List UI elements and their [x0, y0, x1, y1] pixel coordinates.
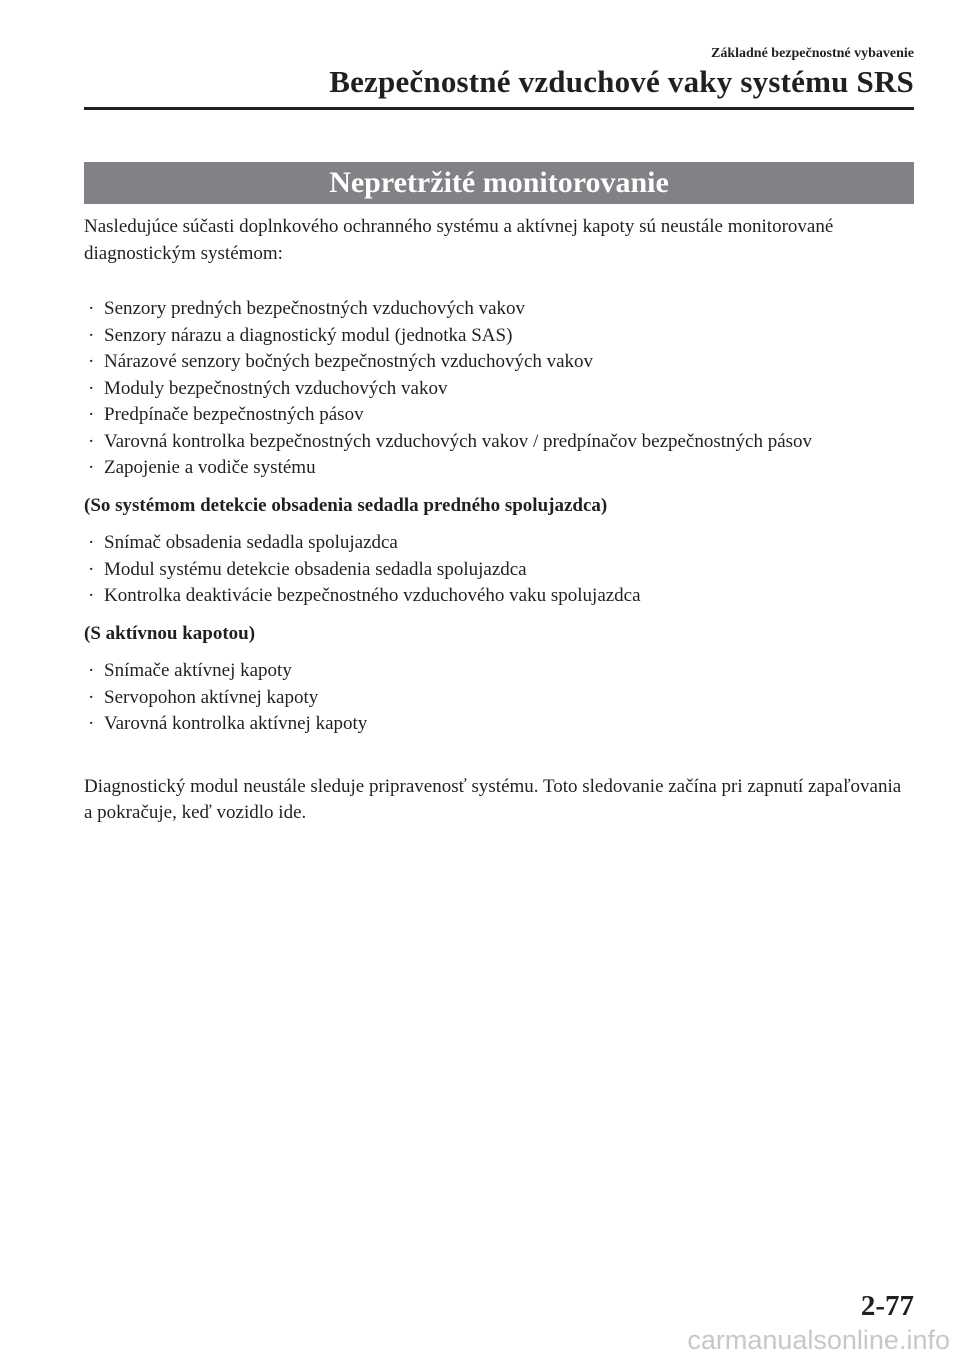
list-item: · Snímače aktívnej kapoty	[84, 658, 914, 685]
page-number: 2-77	[860, 1290, 914, 1322]
page-title: Bezpečnostné vzduchové vaky systému SRS	[329, 64, 914, 99]
passenger-detection-list	[84, 530, 914, 610]
outro-paragraph: Diagnostický modul neustále sleduje pripravenosť systému. Toto sledovanie začína pri zapnutí zapaľovania a pokračuje, keď vozidlo ide.	[84, 775, 902, 823]
list-item: · Varovná kontrolka bezpečnostných vzduchových vakov / predpínačov bezpečnostných pásov	[84, 429, 914, 456]
section-heading	[84, 162, 914, 204]
bullet-icon: ·	[88, 324, 95, 346]
bullet-icon: ·	[88, 298, 95, 319]
intro-paragraph: Nasledujúce súčasti doplnkového ochranného systému a aktívnej kapoty sú neustále monitorované diagnostickým systémom:	[84, 216, 834, 264]
list-item: · Modul systému detekcie obsadenia sedadla spolujazdca	[84, 557, 914, 584]
list-item: · Servopohon aktívnej kapoty	[84, 685, 914, 712]
bullet-icon: ·	[88, 404, 95, 425]
bullet-icon: ·	[88, 585, 95, 606]
list-item: · Senzory predných bezpečnostných vzduchových vakov	[84, 296, 914, 323]
title-divider	[84, 107, 914, 110]
bullet-icon: ·	[88, 430, 95, 452]
bullet-icon: ·	[88, 686, 95, 708]
list-item: · Zapojenie a vodiče systému	[84, 455, 914, 482]
active-hood-heading: (S aktívnou kapotou)	[84, 622, 256, 644]
page-content	[84, 214, 914, 827]
bullet-icon: ·	[88, 660, 95, 681]
list-item: · Predpínače bezpečnostných pásov	[84, 402, 914, 429]
bullet-icon: ·	[88, 351, 95, 372]
bullet-icon: ·	[88, 457, 95, 478]
passenger-detection-heading: (So systémom detekcie obsadenia sedadla predného spolujazdca)	[84, 494, 608, 516]
list-item: · Senzory nárazu a diagnostický modul (jednotka SAS)	[84, 323, 914, 350]
bullet-icon: ·	[88, 532, 95, 553]
chapter-title: Základné bezpečnostné vybavenie	[710, 46, 914, 61]
watermark-text: carmanualsonline.info	[687, 1325, 950, 1355]
bullet-icon: ·	[88, 377, 95, 399]
list-item: · Varovná kontrolka aktívnej kapoty	[84, 711, 914, 738]
bullet-icon: ·	[88, 713, 95, 734]
bullet-icon: ·	[88, 558, 95, 580]
main-component-list	[84, 296, 914, 482]
section-heading-text: Nepretržité monitorovanie	[329, 166, 669, 199]
active-hood-list	[84, 658, 914, 738]
list-item: · Moduly bezpečnostných vzduchových vakov	[84, 376, 914, 403]
list-item: · Kontrolka deaktivácie bezpečnostného vzduchového vaku spolujazdca	[84, 583, 914, 610]
list-item: · Nárazové senzory bočných bezpečnostných vzduchových vakov	[84, 349, 914, 376]
list-item: · Snímač obsadenia sedadla spolujazdca	[84, 530, 914, 557]
